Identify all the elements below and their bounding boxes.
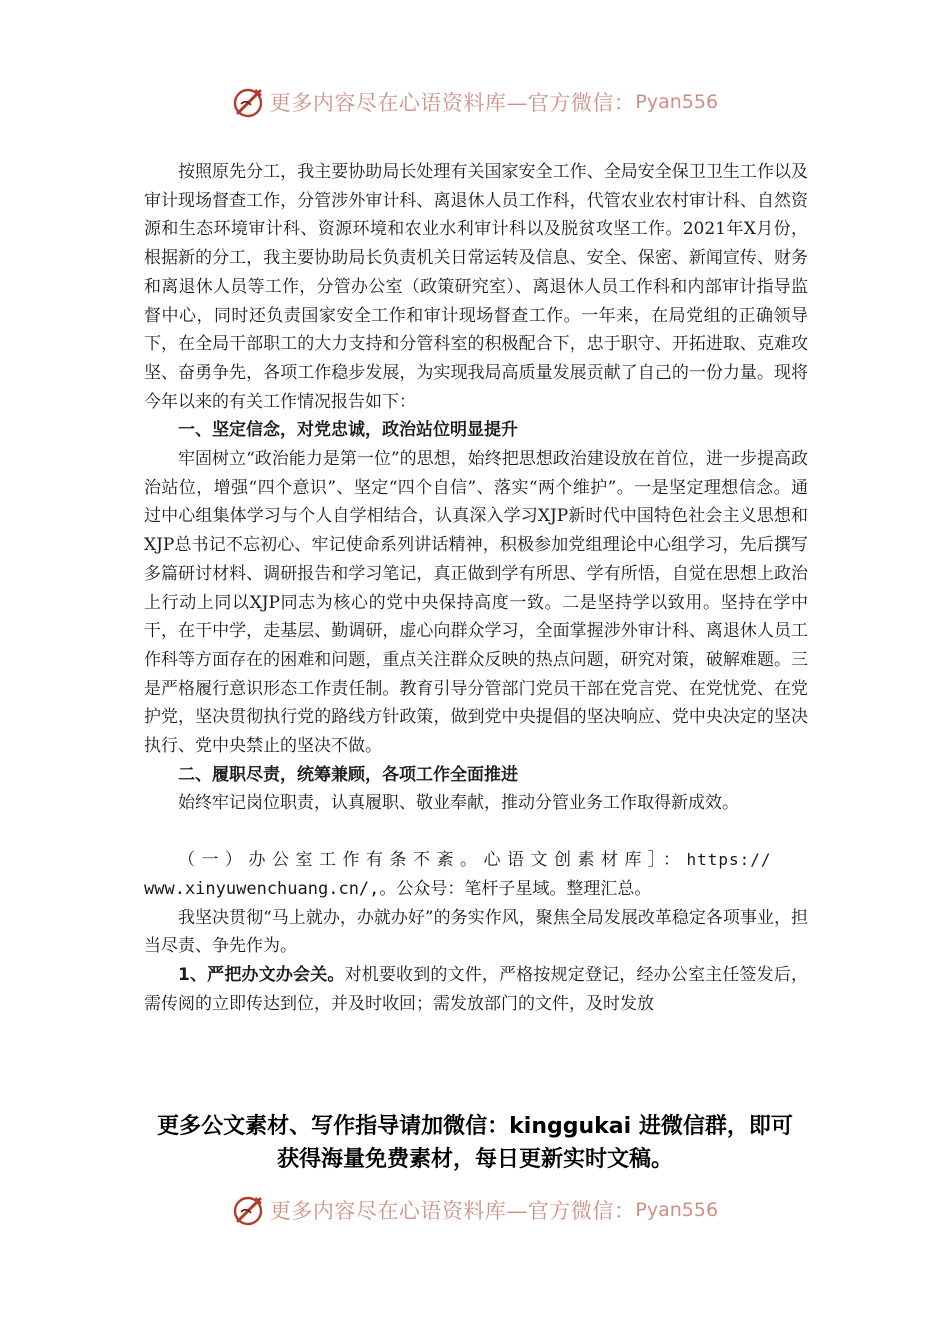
promo-line-1: 更多公文素材、写作指导请加微信：kinggukai 进微信群，即可 — [157, 1114, 793, 1139]
office-work-subheading: （一）办公室工作有条不紊。心语文创素材库］： — [178, 850, 687, 871]
paragraph-office-work — [144, 846, 808, 875]
section-heading-2: 二、履职尽责，统筹兼顾，各项工作全面推进 — [178, 764, 518, 785]
paragraph-document-handling — [144, 961, 808, 1018]
banner-text: 更多内容尽在心语资料库—官方微信： — [269, 91, 636, 115]
document-body — [144, 158, 808, 1018]
section-heading-1: 一、坚定信念，对党忠诚，政治站位明显提升 — [178, 420, 518, 441]
header-watermark-banner — [0, 80, 950, 124]
pen-logo-icon — [232, 85, 266, 119]
banner-text: 更多内容尽在心语资料库—官方微信： — [269, 1199, 636, 1223]
footer-watermark-banner — [0, 1188, 950, 1232]
paragraph-intro: 按照原先分工，我主要协助局长处理有关国家安全工作、全局安全保卫卫生工作以及审计现场督查工作，分管涉外审计科、离退休人员工作科，代管农业农村审计科、自然资源和生态环境审计科、资源环境和农业水利审计科以及脱贫攻坚工作。2021年X月份，根据新的分工，我主要协助局长负责机关日常运转及信息、安全、保密、新闻宣传、财务和离退休人员等工作，分管办公室（政策研究室）、离退休人员工作科和内部审计指导监督中心，同时还负责国家安全工作和审计现场督查工作。一年来，在局党组的正确领导下，在全局干部职工的大力支持和分管科室的积极配合下，忠于职守、开拓进取、克难攻坚、奋勇争先，各项工作稳步发展，为实现我局高质量发展贡献了自己的一份力量。现将今年以来的有关工作情况报告如下： — [144, 162, 808, 412]
promo-notice — [0, 1110, 950, 1176]
promo-line-2: 获得海量免费素材，每日更新实时文稿。 — [276, 1147, 673, 1172]
item-1-heading: 1、严把办文办会关。 — [178, 964, 345, 985]
banner-wechat-id: Pyan556 — [635, 1199, 719, 1221]
paragraph-political: 牢固树立“政治能力是第一位”的思想，始终把思想政治建设放在首位，进一步提高政治站位，增强“四个意识”、坚定“四个自信”、落实“两个维护”。一是坚定理想信念。通过中心组集体学习与个人自学相结合，认真深入学习XJP新时代中国特色社会主义思想和XJP总书记不忘初心、牢记使命系列讲话精神，积极参加党组理论中心组学习，先后撰写多篇研讨材料、调研报告和学习笔记，真正做到学有所思、学有所悟，自觉在思想上政治上行动上同以XJP同志为核心的党中央保持高度一致。二是坚持学以致用。坚持在学中干，在干中学，走基层、勤调研，虚心向群众学习，全面掌握涉外审计科、离退休人员工作科等方面存在的困难和问题，重点关注群众反映的热点问题，研究对策，破解难题。三是严格履行意识形态工作责任制。教育引导分管部门党员干部在党言党、在党忧党、在党护党，坚决贯彻执行党的路线方针政策，做到党中央提倡的坚决响应、党中央决定的坚决执行、党中央禁止的坚决不做。 — [144, 449, 808, 757]
source-link[interactable]: https:// — [686, 850, 772, 870]
paragraph-work-style: 我坚决贯彻“马上就办，办就办好”的务实作风，聚焦全局发展改革稳定各项事业，担当尽责、争先作为。 — [144, 907, 808, 957]
paragraph-source-credit: www.xinyuwenchuang.cn/,。公众号：笔杆子星域。整理汇总。 — [144, 878, 652, 899]
pen-logo-icon — [232, 1193, 266, 1227]
item-1-text: 对机要收到的文件，严格按规定登记，经办公室主任签发后，需传阅的立即传达到位，并及时收回；需发放部门的文件，及时发放 — [144, 964, 808, 1014]
banner-wechat-id: Pyan556 — [635, 91, 719, 113]
paragraph-duties: 始终牢记岗位职责，认真履职、敬业奉献，推动分管业务工作取得新成效。 — [178, 793, 739, 814]
